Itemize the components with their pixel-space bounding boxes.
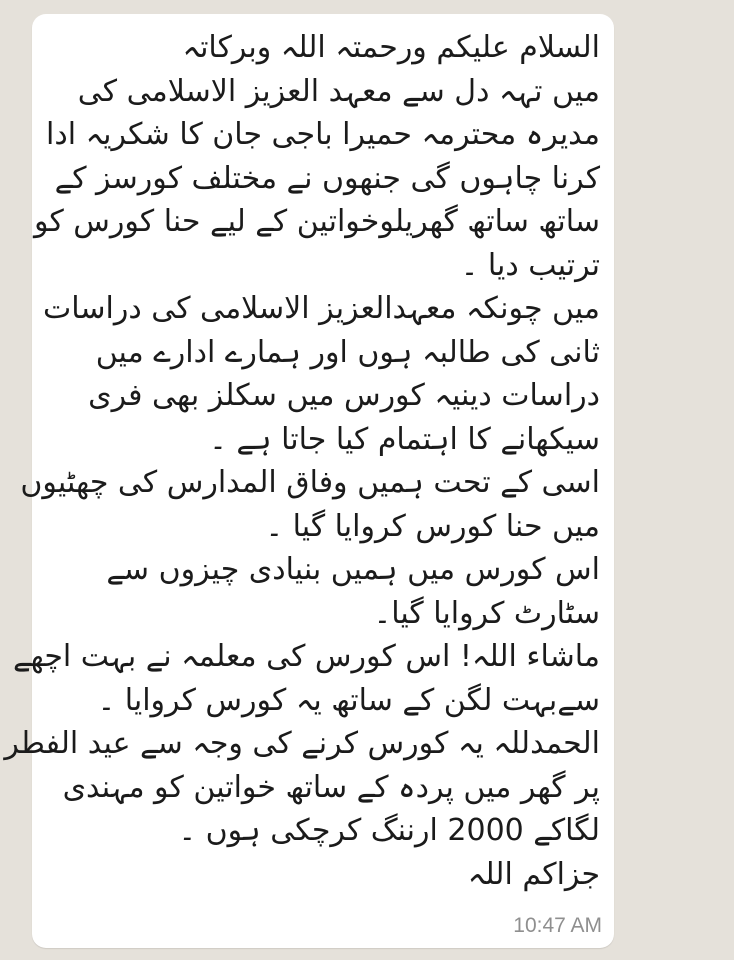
message-line: لگاکے 2000 ارننگ کرچکی ہوں ۔ [178, 813, 600, 848]
message-line: ترتیب دیا ۔ [460, 247, 600, 283]
message-line: سٹارٹ کروایا گیا۔ [373, 595, 600, 631]
message-line: ساتھ ساتھ گھریلوخواتین کے لیے حنا کورس کو [33, 204, 600, 239]
message-line: اس کورس میں ہمیں بنیادی چیزوں سے [106, 552, 600, 587]
message-line: مدیرہ محترمہ حمیرا باجی جان کا شکریہ ادا [46, 117, 600, 152]
message-line: ماشاء اللہ! اس کورس کی معلمہ نے بہت اچھے [12, 639, 600, 674]
message-line: جزاکم اللہ [467, 856, 600, 892]
message-line: سیکھانے کا اہتمام کیا جاتا ہے ۔ [209, 421, 600, 457]
message-line: کرنا چاہوں گی جنھوں نے مختلف کورسز کے [54, 160, 600, 196]
message-line: دراسات دینیہ کورس میں سکلز بھی فری [88, 378, 600, 413]
message-line: السلام علیکم ورحمتہ اللہ وبرکاتہ [182, 30, 600, 65]
message-line: میں تہہ دل سے معہد العزیز الاسلامی کی [77, 73, 600, 109]
message-line: سےبہت لگن کے ساتھ یہ کورس کروایا ۔ [97, 682, 600, 718]
message-line: میں حنا کورس کروایا گیا ۔ [265, 508, 600, 544]
message-line: ثانی کی طالبہ ہوں اور ہمارے ادارے میں [95, 334, 600, 370]
message-line: میں چونکہ معہدالعزیز الاسلامی کی دراسات [43, 291, 600, 326]
message-text [4, 26, 600, 896]
message-line: الحمدللہ یہ کورس کرنے کی وجہ سے عید الفطر [4, 726, 600, 761]
message-timestamp: 10:47 AM [513, 914, 602, 937]
message-line: پر گھر میں پردہ کے ساتھ خواتین کو مہندی [62, 769, 600, 805]
message-bubble[interactable] [4, 14, 614, 948]
message-line: اسی کے تحت ہمیں وفاق المدارس کی چھٹیوں [20, 465, 600, 500]
